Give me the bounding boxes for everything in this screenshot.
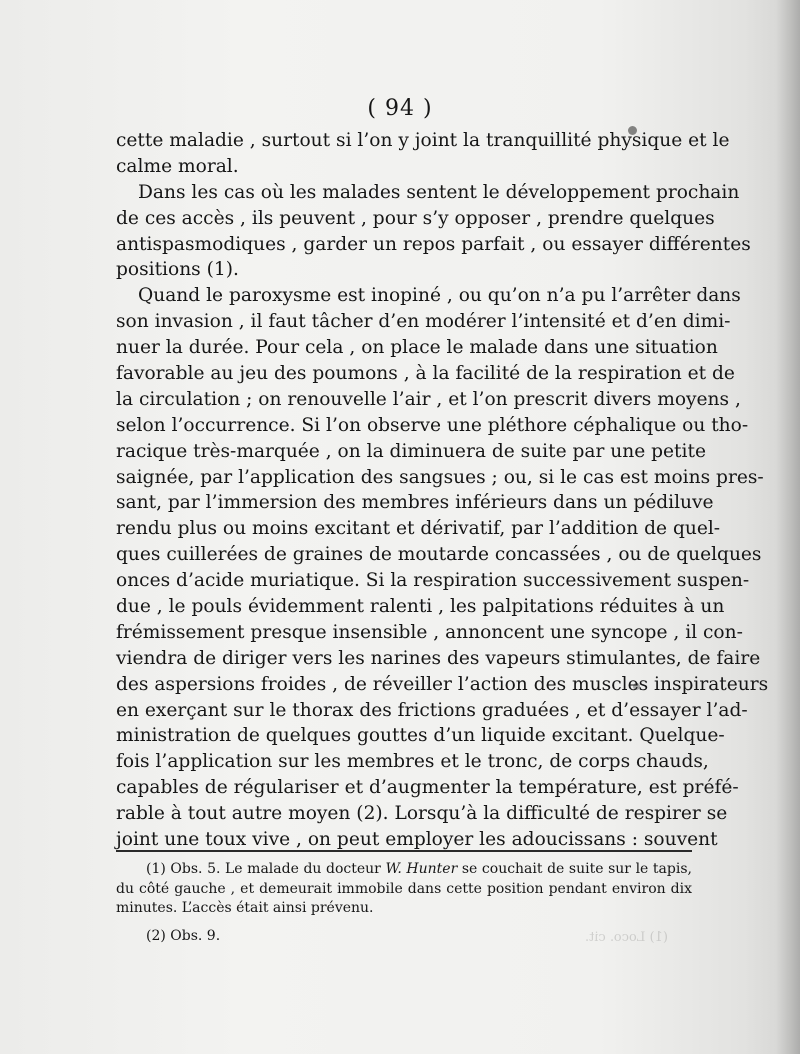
footnote-2: (2) Obs. 9. bbox=[146, 928, 221, 944]
text-line: due , le pouls évidemment ralenti , les palpitations réduites à un bbox=[116, 596, 725, 618]
footnote-1-text: se couchait de suite sur le tapis, bbox=[457, 861, 692, 877]
text-line: ministration de quelques gouttes d’un liquide excitant. Quelque- bbox=[116, 725, 725, 747]
text-line: des aspersions froides , de réveiller l’action des muscles inspirateurs bbox=[116, 673, 769, 695]
text-line: positions (1). bbox=[116, 259, 239, 281]
page-number: ( 94 ) bbox=[367, 96, 433, 121]
page-spine-shadow bbox=[776, 0, 800, 1054]
text-line: capables de régulariser et d’augmenter la température, est préfé- bbox=[116, 777, 739, 799]
text-line: racique très-marquée , on la diminuera de suite par une petite bbox=[116, 440, 706, 462]
text-line: selon l’occurrence. Si l’on observe une pléthore céphalique ou tho- bbox=[116, 414, 749, 436]
text-line: sant, par l’immersion des membres inférieurs dans un pédiluve bbox=[116, 492, 714, 514]
text-line: nuer la durée. Pour cela , on place le malade dans une situation bbox=[116, 337, 718, 359]
text-line: Quand le paroxysme est inopiné , ou qu’on n’a pu l’arrêter dans bbox=[138, 285, 741, 307]
text-line: onces d’acide muriatique. Si la respiration successivement suspen- bbox=[116, 570, 750, 592]
text-line: rendu plus ou moins excitant et dérivatif, par l’addition de quel- bbox=[116, 518, 721, 540]
footnote-1-text: (1) Obs. 5. Le malade du docteur bbox=[146, 861, 386, 877]
footnote-separator bbox=[116, 850, 692, 852]
text-line: ques cuillerées de graines de moutarde concassées , ou de quelques bbox=[116, 544, 762, 566]
text-line: fois l’application sur les membres et le tronc, de corps chauds, bbox=[116, 751, 709, 773]
body-text bbox=[116, 128, 769, 853]
text-line: Dans les cas où les malades sentent le développement prochain bbox=[138, 181, 740, 203]
text-line: saignée, par l’application des sangsues ; ou, si le cas est moins pres- bbox=[116, 466, 764, 488]
text-line: calme moral. bbox=[116, 155, 239, 177]
text-line: viendra de diriger vers les narines des vapeurs stimulantes, de faire bbox=[116, 647, 761, 669]
footnotes bbox=[116, 860, 692, 919]
text-line: cette maladie , surtout si l’on y joint la tranquillité physique et le bbox=[116, 130, 730, 151]
text-line: rable à tout autre moyen (2). Lorsqu’à la difficulté de respirer se bbox=[116, 803, 728, 825]
text-line: frémissement presque insensible , annoncent une syncope , il con- bbox=[116, 621, 743, 643]
text-line: son invasion , il faut tâcher d’en modérer l’intensité et d’en dimi- bbox=[116, 311, 731, 333]
text-line: la circulation ; on renouvelle l’air , et l’on prescrit divers moyens , bbox=[116, 388, 741, 410]
footnote-1-line: minutes. L’accès était ainsi prévenu. bbox=[116, 900, 374, 916]
footnote-1-line: du côté gauche , et demeurait immobile dans cette position pendant environ dix bbox=[116, 880, 692, 897]
text-line: antispasmodiques , garder un repos parfait , ou essayer différentes bbox=[116, 233, 751, 255]
show-through-text: (1) Loco. cit. bbox=[585, 930, 668, 945]
text-line: joint une toux vive , on peut employer les adoucissans : souvent bbox=[116, 829, 718, 851]
footnote-1-name: W. Hunter bbox=[385, 861, 458, 877]
text-line: favorable au jeu des poumons , à la facilité de la respiration et de bbox=[116, 363, 735, 385]
text-line: de ces accès , ils peuvent , pour s’y opposer , prendre quelques bbox=[116, 207, 715, 229]
footnote-1-line bbox=[116, 860, 692, 880]
text-line: en exerçant sur le thorax des frictions graduées , et d’essayer l’ad- bbox=[116, 699, 748, 721]
